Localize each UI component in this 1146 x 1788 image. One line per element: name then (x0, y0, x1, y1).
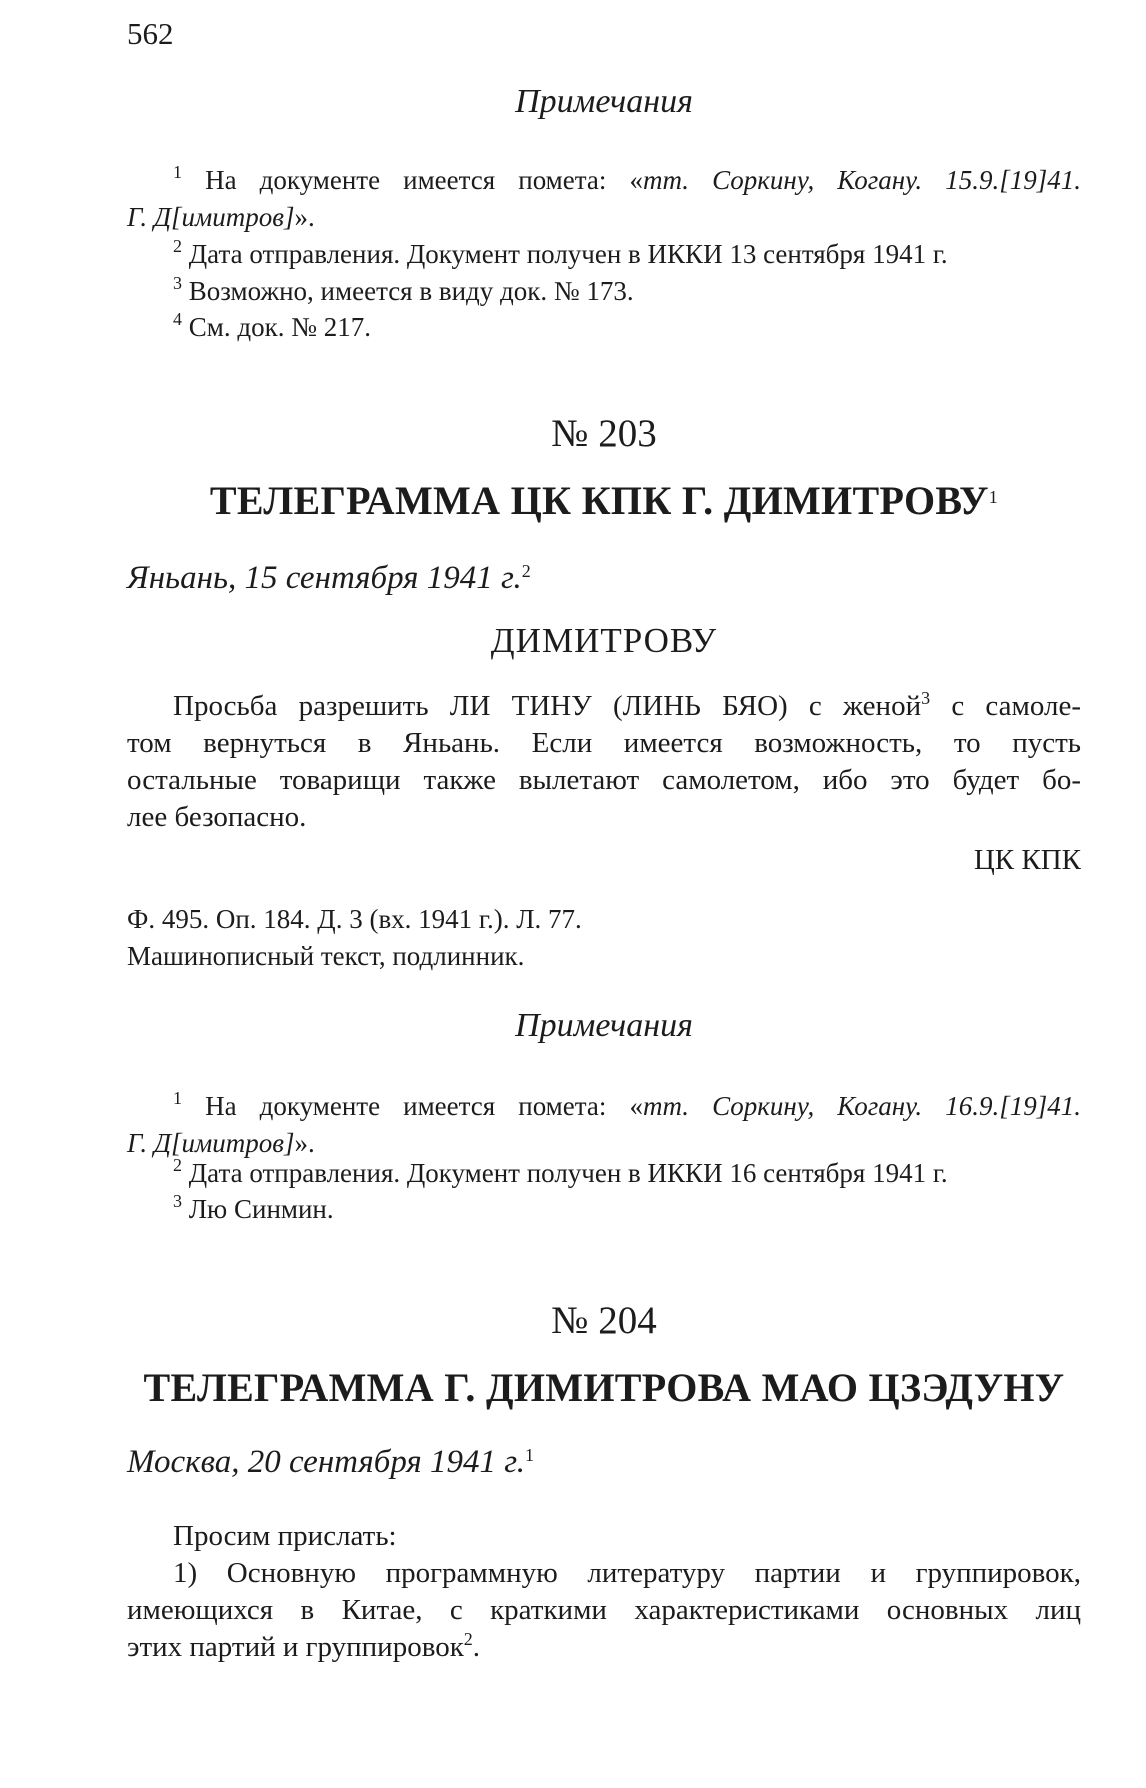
notes-heading: Примечания (515, 1007, 693, 1044)
note-3: $^3$ Возможно, имеется в виду док. № 173. (173, 273, 634, 306)
note-number: 1 (173, 1088, 182, 1108)
footnote-ref: 2 (521, 561, 531, 581)
footnote-ref: 1 (988, 487, 999, 507)
document-place-date: Москва, 20 сентября 1941 г.$^1$ (127, 1444, 534, 1480)
note-2: $^2$ Дата отправления. Документ получен в ИККИ 13 сентября 1941 г. (173, 236, 948, 269)
footnote-ref: 1 (524, 1445, 534, 1465)
note-3: $^3$ Лю Синмин. (173, 1191, 334, 1224)
note-number: 3 (173, 1191, 182, 1211)
addressee: ДИМИТРОВУ (490, 621, 718, 660)
notes-heading: Примечания (515, 83, 693, 120)
note-4: $^4$ См. док. № 217. (173, 309, 371, 342)
document-number: № 204 (551, 1299, 657, 1342)
note-number: 4 (173, 309, 182, 329)
signature: ЦК КПК (973, 844, 1081, 876)
document-title: ТЕЛЕГРАММА Г. ДИМИТРОВА МАО ЦЗЭДУНУ (143, 1365, 1065, 1410)
note-number: 2 (173, 1155, 182, 1175)
footnote-ref: 2 (463, 1629, 473, 1649)
note-1: $^1$ На документе имеется помета: «тт. Соркину, Когану. 15.9.[19]41. Г. Д[имитров]». (127, 162, 1081, 232)
document-page (127, 0, 1081, 1788)
archive-source: Ф. 495. Оп. 184. Д. 3 (вх. 1941 г.). Л. 77. Машинописный текст, подлинник. (127, 904, 582, 971)
note-2: $^2$ Дата отправления. Документ получен в ИККИ 16 сентября 1941 г. (173, 1155, 948, 1188)
document-title: ТЕЛЕГРАММА ЦК КПК Г. ДИМИТРОВУ$^1$ (209, 478, 999, 523)
page-number: 562 (127, 16, 174, 51)
telegram-body: Просим прислать: 1) Основную программную литературу партии и группировок, имеющихся в Китае, с краткими характеристиками основных лиц этих партий и группировок$^2$. (127, 1520, 1081, 1663)
document-number: № 203 (551, 412, 657, 455)
document-place-date: Яньань, 15 сентября 1941 г.$^2$ (127, 560, 531, 596)
telegram-body: Просьба разрешить ЛИ ТИНУ (ЛИНЬ БЯО) с женой$^3$ с самоле- том вернуться в Яньань. Если имеется возможность, то пусть остальные товарищи также вылетают самолетом, ибо это будет бо- лее безопасно. (127, 688, 1081, 833)
note-number: 2 (173, 236, 182, 256)
note-number: 1 (173, 162, 182, 182)
note-number: 3 (173, 273, 182, 293)
footnote-ref: 3 (921, 688, 931, 708)
note-1: $^1$ На документе имеется помета: «тт. Соркину, Когану. 16.9.[19]41. Г. Д[имитров]». (127, 1088, 1081, 1158)
